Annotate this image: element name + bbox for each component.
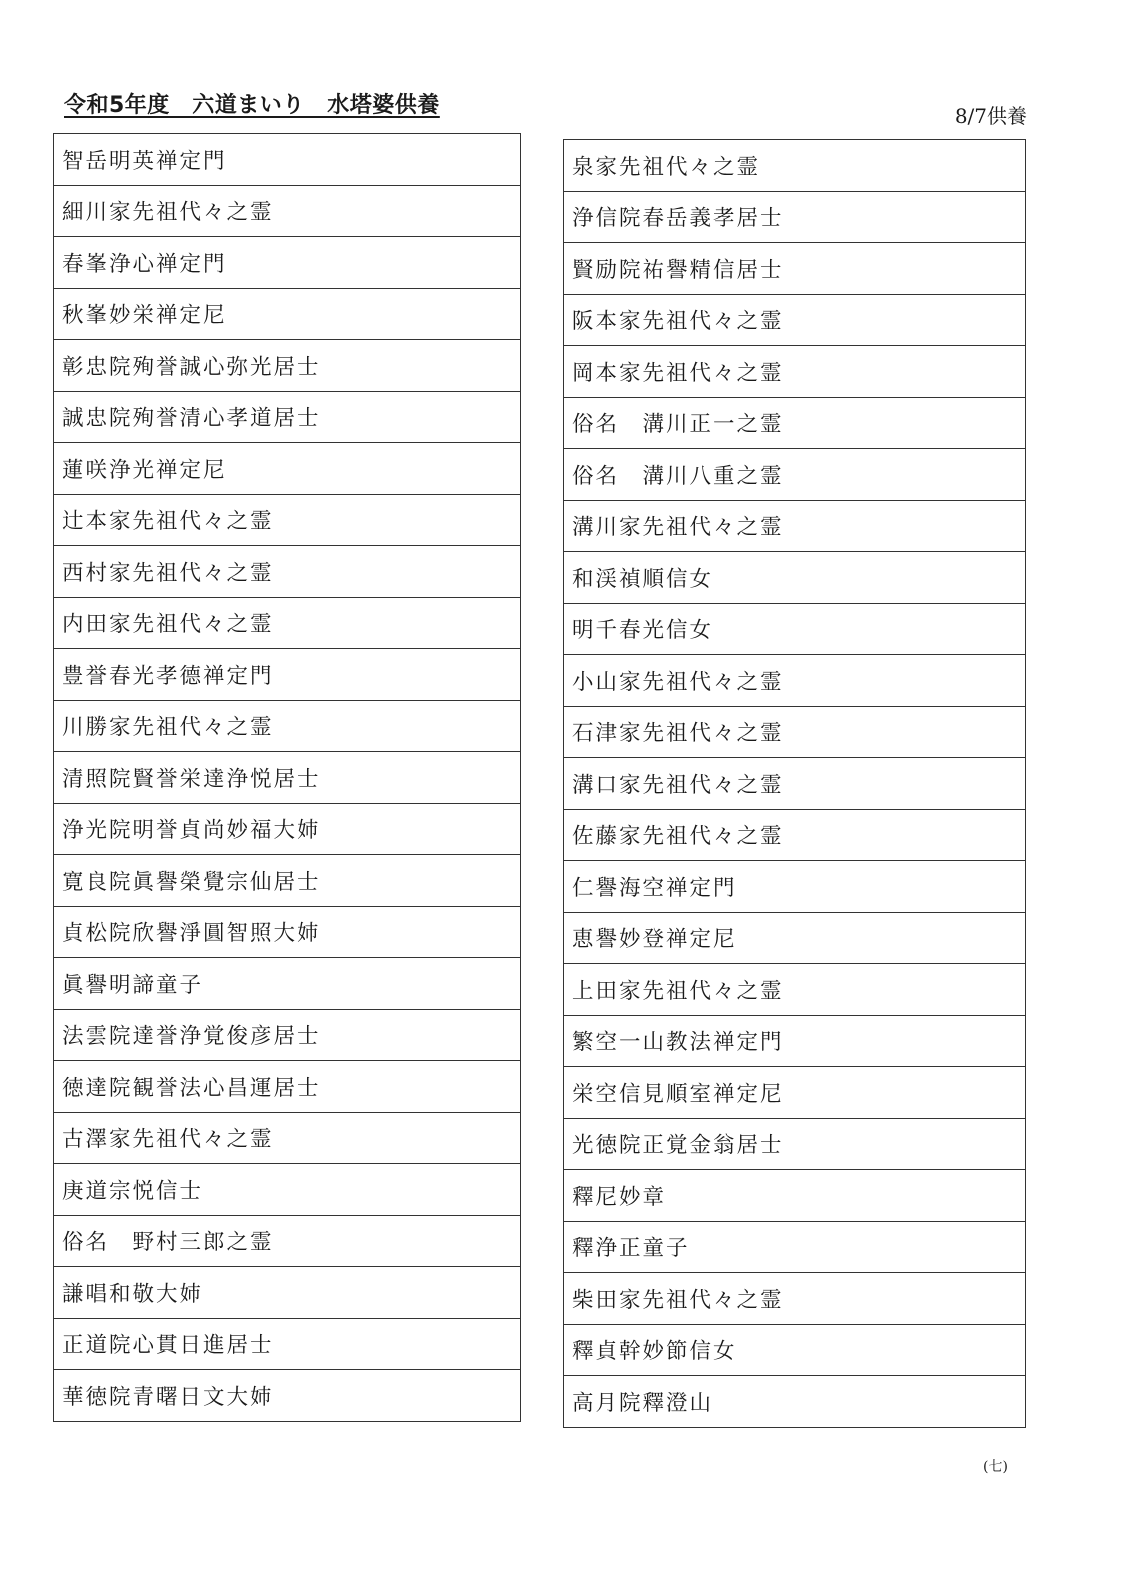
name-row: 釋貞幹妙節信女 [564, 1325, 1025, 1377]
name-row: 細川家先祖代々之霊 [54, 186, 520, 238]
right-name-list [563, 139, 1026, 1428]
name-row: 庚道宗悦信士 [54, 1164, 520, 1216]
name-row: 高月院釋澄山 [564, 1376, 1025, 1428]
name-row: 蓮咲浄光禅定尼 [54, 443, 520, 495]
name-row: 泉家先祖代々之霊 [564, 140, 1025, 192]
name-row: 寛良院眞譽榮覺宗仙居士 [54, 855, 520, 907]
name-row: 川勝家先祖代々之霊 [54, 701, 520, 753]
name-row: 秋峯妙栄禅定尼 [54, 289, 520, 341]
name-row: 浄光院明誉貞尚妙福大姉 [54, 804, 520, 856]
name-row: 石津家先祖代々之霊 [564, 707, 1025, 759]
name-row: 釋尼妙章 [564, 1170, 1025, 1222]
name-row: 賢励院祐譽精信居士 [564, 243, 1025, 295]
name-row: 俗名 溝川八重之霊 [564, 449, 1025, 501]
page-number: (七) [983, 1459, 1008, 1475]
name-row: 仁譽海空禅定門 [564, 861, 1025, 913]
name-row: 彰忠院殉誉誠心弥光居士 [54, 340, 520, 392]
name-row: 小山家先祖代々之霊 [564, 655, 1025, 707]
name-row: 明千春光信女 [564, 604, 1025, 656]
name-row: 俗名 溝川正一之霊 [564, 398, 1025, 450]
name-row: 内田家先祖代々之霊 [54, 598, 520, 650]
left-name-list [53, 133, 521, 1422]
name-row: 春峯浄心禅定門 [54, 237, 520, 289]
name-row: 清照院賢誉栄達浄悦居士 [54, 752, 520, 804]
name-row: 繁空一山教法禅定門 [564, 1016, 1025, 1068]
name-row: 佐藤家先祖代々之霊 [564, 810, 1025, 862]
name-row: 辻本家先祖代々之霊 [54, 495, 520, 547]
name-row: 岡本家先祖代々之霊 [564, 346, 1025, 398]
name-row: 法雲院達誉浄覚俊彦居士 [54, 1010, 520, 1062]
name-row: 上田家先祖代々之霊 [564, 964, 1025, 1016]
name-row: 和渓禎順信女 [564, 552, 1025, 604]
name-row: 溝口家先祖代々之霊 [564, 758, 1025, 810]
name-row: 徳達院観誉法心昌運居士 [54, 1061, 520, 1113]
name-row: 謙唱和敬大姉 [54, 1267, 520, 1319]
name-row: 古澤家先祖代々之霊 [54, 1113, 520, 1165]
date-label: 8/7供養 [954, 104, 1027, 128]
name-row: 豊誉春光孝德禅定門 [54, 649, 520, 701]
name-row: 柴田家先祖代々之霊 [564, 1273, 1025, 1325]
name-row: 浄信院春岳義孝居士 [564, 192, 1025, 244]
name-row: 阪本家先祖代々之霊 [564, 295, 1025, 347]
name-row: 恵譽妙登禅定尼 [564, 913, 1025, 965]
name-row: 貞松院欣譽淨圓智照大姉 [54, 907, 520, 959]
name-row: 栄空信見順室禅定尼 [564, 1067, 1025, 1119]
name-row: 智岳明英禅定門 [54, 134, 520, 186]
name-row: 光徳院正覚金翁居士 [564, 1119, 1025, 1171]
name-row: 誠忠院殉誉清心孝道居士 [54, 392, 520, 444]
name-row: 正道院心貫日進居士 [54, 1319, 520, 1371]
name-row: 俗名 野村三郎之霊 [54, 1216, 520, 1268]
name-row: 釋浄正童子 [564, 1222, 1025, 1274]
name-row: 溝川家先祖代々之霊 [564, 501, 1025, 553]
page-title: 令和5年度 六道まいり 水塔婆供養 [64, 93, 440, 118]
name-row: 華徳院青曙日文大姉 [54, 1370, 520, 1422]
name-row: 眞譽明諦童子 [54, 958, 520, 1010]
name-row: 西村家先祖代々之霊 [54, 546, 520, 598]
